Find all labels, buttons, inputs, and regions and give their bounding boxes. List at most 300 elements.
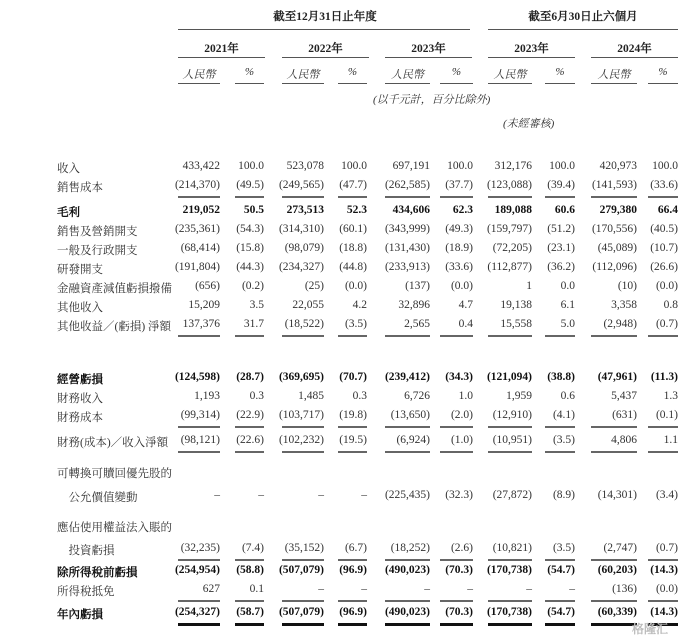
percent-cell: (19.5) <box>339 434 367 446</box>
divider <box>591 559 637 561</box>
header-interim-group: 截至6月30日止六個月 <box>528 11 638 23</box>
divider <box>591 83 637 84</box>
currency-header: 人民幣 <box>493 69 527 81</box>
divider <box>385 559 430 561</box>
row-label: 財務(成本)／收入淨額 <box>57 437 169 449</box>
percent-cell: (70.3) <box>445 606 473 618</box>
percent-cell: (96.9) <box>339 564 367 576</box>
amount-cell: (254,954) <box>174 564 220 576</box>
divider <box>440 623 473 626</box>
divider <box>235 196 264 198</box>
percent-cell: (34.3) <box>445 371 473 383</box>
divider <box>178 196 220 198</box>
table-row <box>0 371 700 390</box>
row-label: 經營虧損 <box>57 374 103 386</box>
amount-cell: 6,726 <box>404 390 430 402</box>
divider <box>338 559 367 561</box>
percent-cell: (54.3) <box>236 223 264 235</box>
divider <box>440 196 473 198</box>
row-label: 銷售成本 <box>57 182 103 194</box>
amount-cell: 189,088 <box>494 204 532 216</box>
percent-cell: (28.7) <box>236 371 264 383</box>
percent-cell: (60.1) <box>339 223 367 235</box>
amount-cell: (490,023) <box>384 606 430 618</box>
divider <box>545 451 575 453</box>
percent-cell: (51.2) <box>547 223 575 235</box>
percent-cell: (44.3) <box>236 261 264 273</box>
table-row <box>0 519 700 538</box>
divider <box>338 196 367 198</box>
percent-cell: (58.8) <box>236 564 264 576</box>
amount-cell: (136) <box>612 583 637 595</box>
divider <box>282 426 324 428</box>
divider <box>385 426 430 428</box>
divider <box>488 623 532 626</box>
percent-cell: (0.0) <box>655 280 678 292</box>
percent-cell: (0.2) <box>241 280 264 292</box>
percent-cell: 0.0 <box>560 280 575 292</box>
amount-cell: 1,193 <box>194 390 220 402</box>
divider <box>235 559 264 561</box>
divider <box>178 426 220 428</box>
percent-cell: (3.5) <box>552 542 575 554</box>
percent-cell: (14.3) <box>650 606 678 618</box>
divider <box>282 57 369 58</box>
percent-cell: (23.1) <box>547 242 575 254</box>
amount-cell: (45,089) <box>597 242 637 254</box>
percent-cell: 1.0 <box>458 390 473 402</box>
percent-cell: (54.7) <box>547 564 575 576</box>
divider <box>282 335 324 337</box>
percent-cell: (44.8) <box>339 261 367 273</box>
divider <box>591 600 637 602</box>
row-label: 年內虧損 <box>57 609 103 621</box>
row-label: 毛利 <box>57 207 80 219</box>
percent-cell: 52.3 <box>346 204 367 216</box>
divider <box>178 559 220 561</box>
percent-header: % <box>347 66 358 78</box>
percent-header: % <box>451 66 462 78</box>
divider <box>440 600 473 602</box>
amount-cell: 32,896 <box>398 299 430 311</box>
divider <box>488 57 575 58</box>
amount-cell: (99,314) <box>180 409 220 421</box>
divider <box>440 426 473 428</box>
percent-cell: (49.5) <box>236 179 264 191</box>
year-2023: 2023年 <box>411 43 446 55</box>
amount-cell: (631) <box>612 409 637 421</box>
table-row <box>0 564 700 583</box>
table-row <box>0 204 700 223</box>
percent-cell: – <box>569 583 575 595</box>
divider <box>282 196 324 198</box>
amount-cell: (18,252) <box>390 542 430 554</box>
amount-cell: 523,078 <box>286 160 324 172</box>
divider <box>488 335 532 337</box>
amount-cell: 137,376 <box>182 318 220 330</box>
percent-cell: (11.3) <box>650 371 678 383</box>
divider <box>545 623 575 626</box>
divider <box>338 623 367 626</box>
amount-cell: 627 <box>202 583 220 595</box>
percent-cell: 100.0 <box>447 160 473 172</box>
row-label: 財務收入 <box>57 393 103 405</box>
year-2023-interim: 2023年 <box>514 43 549 55</box>
table-row <box>0 390 700 409</box>
amount-cell: (2,948) <box>603 318 637 330</box>
unit-note: (以千元計，百分比除外) <box>373 94 491 106</box>
amount-cell: (98,121) <box>180 434 220 446</box>
amount-cell: (214,370) <box>174 179 220 191</box>
percent-cell: (39.4) <box>547 179 575 191</box>
amount-cell: (170,556) <box>591 223 637 235</box>
row-label: 除所得稅前虧損 <box>57 567 138 579</box>
divider <box>338 335 367 337</box>
percent-cell: 1.3 <box>663 390 678 402</box>
amount-cell: (27,872) <box>492 489 532 501</box>
percent-cell: 0.1 <box>249 583 264 595</box>
amount-cell: (18,522) <box>284 318 324 330</box>
percent-cell: (22.6) <box>236 434 264 446</box>
percent-cell: (3.5) <box>552 434 575 446</box>
percent-cell: (18.8) <box>339 242 367 254</box>
divider <box>440 451 473 453</box>
divider <box>648 196 678 198</box>
amount-cell: (35,152) <box>284 542 324 554</box>
percent-cell: (70.3) <box>445 564 473 576</box>
amount-cell: (12,910) <box>492 409 532 421</box>
percent-cell: (0.0) <box>450 280 473 292</box>
divider <box>488 426 532 428</box>
percent-cell: (19.8) <box>339 409 367 421</box>
amount-cell: – <box>318 583 324 595</box>
amount-cell: 1 <box>526 280 532 292</box>
divider <box>591 335 637 337</box>
row-label: 公允價值變動 <box>57 492 138 504</box>
amount-cell: (103,717) <box>278 409 324 421</box>
divider <box>648 83 678 84</box>
amount-cell: (124,598) <box>174 371 220 383</box>
amount-cell: (121,094) <box>486 371 532 383</box>
divider <box>440 559 473 561</box>
percent-cell: (32.3) <box>445 489 473 501</box>
amount-cell: 15,558 <box>500 318 532 330</box>
divider <box>235 335 264 337</box>
amount-cell: (68,414) <box>180 242 220 254</box>
divider <box>648 559 678 561</box>
row-label: 應佔使用權益法入賬的 <box>57 522 172 534</box>
amount-cell: 219,052 <box>182 204 220 216</box>
percent-cell: (0.7) <box>655 542 678 554</box>
divider <box>178 623 220 626</box>
amount-cell: (2,747) <box>603 542 637 554</box>
amount-cell: (507,079) <box>278 606 324 618</box>
divider <box>440 83 473 84</box>
divider <box>440 335 473 337</box>
divider <box>235 451 264 453</box>
amount-cell: 15,209 <box>188 299 220 311</box>
percent-cell: – <box>467 583 473 595</box>
percent-cell: 100.0 <box>341 160 367 172</box>
divider <box>545 426 575 428</box>
divider <box>385 196 430 198</box>
amount-cell: (170,738) <box>486 564 532 576</box>
percent-cell: 100.0 <box>238 160 264 172</box>
percent-cell: (3.5) <box>344 318 367 330</box>
divider <box>385 451 430 453</box>
watermark: 格隆汇 <box>632 622 669 636</box>
divider <box>282 451 324 453</box>
percent-cell: 62.3 <box>452 204 473 216</box>
divider <box>545 196 575 198</box>
percent-cell: (4.1) <box>552 409 575 421</box>
divider <box>385 83 430 84</box>
amount-cell: 19,138 <box>500 299 532 311</box>
row-label: 所得稅抵免 <box>57 586 115 598</box>
percent-cell: 0.3 <box>352 390 367 402</box>
row-label: 金融資產減值虧損撥備 <box>57 283 172 295</box>
amount-cell: (233,913) <box>384 261 430 273</box>
percent-cell: (58.7) <box>236 606 264 618</box>
divider <box>338 600 367 602</box>
percent-cell: (40.5) <box>650 223 678 235</box>
percent-cell: (37.7) <box>445 179 473 191</box>
row-label: 一般及行政開支 <box>57 245 138 257</box>
table-row <box>0 489 700 508</box>
amount-cell: (14,301) <box>597 489 637 501</box>
amount-cell: – <box>526 583 532 595</box>
percent-cell: 100.0 <box>652 160 678 172</box>
amount-cell: (170,738) <box>486 606 532 618</box>
amount-cell: (131,430) <box>384 242 430 254</box>
divider <box>282 623 324 626</box>
amount-cell: (13,650) <box>390 409 430 421</box>
percent-cell: (2.0) <box>450 409 473 421</box>
amount-cell: (234,327) <box>278 261 324 273</box>
percent-cell: 60.6 <box>554 204 575 216</box>
percent-cell: (18.9) <box>445 242 473 254</box>
percent-cell: (70.7) <box>339 371 367 383</box>
divider <box>338 451 367 453</box>
percent-cell: (0.7) <box>655 318 678 330</box>
amount-cell: 3,358 <box>611 299 637 311</box>
percent-cell: (3.4) <box>655 489 678 501</box>
divider <box>591 623 637 626</box>
divider <box>545 335 575 337</box>
percent-header: % <box>244 66 255 78</box>
percent-cell: (1.0) <box>450 434 473 446</box>
amount-cell: (32,235) <box>180 542 220 554</box>
amount-cell: 697,191 <box>392 160 430 172</box>
year-2021: 2021年 <box>204 43 239 55</box>
percent-cell: 5.0 <box>560 318 575 330</box>
amount-cell: 273,513 <box>286 204 324 216</box>
divider <box>591 426 637 428</box>
amount-cell: 279,380 <box>599 204 637 216</box>
amount-cell: (369,695) <box>278 371 324 383</box>
amount-cell: 1,959 <box>506 390 532 402</box>
divider <box>591 57 678 58</box>
divider <box>385 623 430 626</box>
percent-cell: 0.6 <box>560 390 575 402</box>
table-row <box>0 223 700 242</box>
percent-cell: (33.6) <box>650 179 678 191</box>
divider <box>178 57 265 58</box>
divider <box>648 451 678 453</box>
percent-header: % <box>658 66 668 78</box>
divider <box>282 83 324 84</box>
table-row <box>0 299 700 318</box>
percent-header: % <box>555 66 565 78</box>
amount-cell: (72,205) <box>492 242 532 254</box>
amount-cell: (60,203) <box>597 564 637 576</box>
percent-cell: (8.9) <box>552 489 575 501</box>
divider <box>648 600 678 602</box>
amount-cell: 312,176 <box>494 160 532 172</box>
table-row <box>0 261 700 280</box>
percent-cell: 4.7 <box>458 299 473 311</box>
percent-cell: (15.8) <box>236 242 264 254</box>
divider <box>178 29 470 30</box>
amount-cell: (123,088) <box>486 179 532 191</box>
percent-cell: 66.4 <box>657 204 678 216</box>
percent-cell: (6.7) <box>344 542 367 554</box>
percent-cell: (96.9) <box>339 606 367 618</box>
divider <box>488 29 678 30</box>
divider <box>591 196 637 198</box>
amount-cell: (112,096) <box>592 261 637 273</box>
amount-cell: 1,485 <box>298 390 324 402</box>
amount-cell: 433,422 <box>182 160 220 172</box>
row-label: 投資虧損 <box>57 545 115 557</box>
divider <box>591 451 637 453</box>
amount-cell: (25) <box>304 280 324 292</box>
row-label: 其他收入 <box>57 302 103 314</box>
percent-cell: 6.1 <box>560 299 575 311</box>
percent-cell: 0.8 <box>663 299 678 311</box>
percent-cell: 3.5 <box>249 299 264 311</box>
year-2022: 2022年 <box>308 43 343 55</box>
amount-cell: (159,797) <box>486 223 532 235</box>
amount-cell: (656) <box>195 280 220 292</box>
currency-header: 人民幣 <box>182 69 216 81</box>
table-row <box>0 160 700 179</box>
amount-cell: (314,310) <box>278 223 324 235</box>
divider <box>488 451 532 453</box>
amount-cell: 2,565 <box>404 318 430 330</box>
amount-cell: – <box>318 489 324 501</box>
amount-cell: – <box>214 489 220 501</box>
year-2024-interim: 2024年 <box>617 43 652 55</box>
percent-cell: (54.7) <box>547 606 575 618</box>
percent-cell: (26.6) <box>650 261 678 273</box>
percent-cell: (0.0) <box>655 583 678 595</box>
percent-cell: (33.6) <box>445 261 473 273</box>
percent-cell: – <box>258 489 264 501</box>
percent-cell: (7.4) <box>241 542 264 554</box>
divider <box>488 196 532 198</box>
divider <box>385 335 430 337</box>
amount-cell: (249,565) <box>278 179 324 191</box>
percent-cell: (49.3) <box>445 223 473 235</box>
percent-cell: (36.2) <box>547 261 575 273</box>
amount-cell: (235,361) <box>174 223 220 235</box>
divider <box>545 83 575 84</box>
row-label: 財務成本 <box>57 412 103 424</box>
amount-cell: (10) <box>617 280 637 292</box>
amount-cell: (10,951) <box>492 434 532 446</box>
amount-cell: (507,079) <box>278 564 324 576</box>
percent-cell: 100.0 <box>549 160 575 172</box>
percent-cell: 4.2 <box>352 299 367 311</box>
percent-cell: 50.5 <box>243 204 264 216</box>
divider <box>235 83 264 84</box>
amount-cell: (254,327) <box>174 606 220 618</box>
percent-cell: 0.4 <box>458 318 473 330</box>
percent-cell: (0.0) <box>344 280 367 292</box>
divider <box>648 426 678 428</box>
table-row <box>0 242 700 261</box>
amount-cell: (141,593) <box>591 179 637 191</box>
percent-cell: 1.1 <box>663 434 678 446</box>
percent-cell: (22.9) <box>236 409 264 421</box>
amount-cell: (112,877) <box>487 261 532 273</box>
amount-cell: 434,606 <box>392 204 430 216</box>
amount-cell: (343,999) <box>384 223 430 235</box>
header-annual-group: 截至12月31日止年度 <box>273 11 377 23</box>
amount-cell: (262,585) <box>384 179 430 191</box>
amount-cell: (239,412) <box>384 371 430 383</box>
amount-cell: (60,339) <box>597 606 637 618</box>
percent-cell: (47.7) <box>339 179 367 191</box>
amount-cell: 5,437 <box>611 390 637 402</box>
amount-cell: – <box>424 583 430 595</box>
divider <box>282 559 324 561</box>
amount-cell: (98,079) <box>284 242 324 254</box>
divider <box>235 623 264 626</box>
amount-cell: 22,055 <box>292 299 324 311</box>
unaudited-note: (未經審核) <box>503 118 555 130</box>
divider <box>488 559 532 561</box>
amount-cell: (10,821) <box>492 542 532 554</box>
divider <box>488 83 532 84</box>
divider <box>178 83 220 84</box>
amount-cell: (6,924) <box>396 434 430 446</box>
percent-cell: (0.1) <box>655 409 678 421</box>
currency-header: 人民幣 <box>286 69 320 81</box>
amount-cell: (137) <box>405 280 430 292</box>
amount-cell: (490,023) <box>384 564 430 576</box>
divider <box>545 600 575 602</box>
divider <box>235 600 264 602</box>
percent-cell: (10.7) <box>650 242 678 254</box>
table-row <box>0 280 700 299</box>
percent-cell: – <box>361 583 367 595</box>
amount-cell: (225,435) <box>384 489 430 501</box>
currency-header: 人民幣 <box>597 69 631 81</box>
divider <box>178 335 220 337</box>
percent-cell: – <box>361 489 367 501</box>
row-label: 收入 <box>57 163 80 175</box>
divider <box>282 600 324 602</box>
currency-header: 人民幣 <box>391 69 424 81</box>
divider <box>338 83 367 84</box>
amount-cell: 420,973 <box>599 160 637 172</box>
table-row <box>0 465 700 484</box>
divider <box>385 57 472 58</box>
divider <box>178 600 220 602</box>
amount-cell: 4,806 <box>611 434 637 446</box>
